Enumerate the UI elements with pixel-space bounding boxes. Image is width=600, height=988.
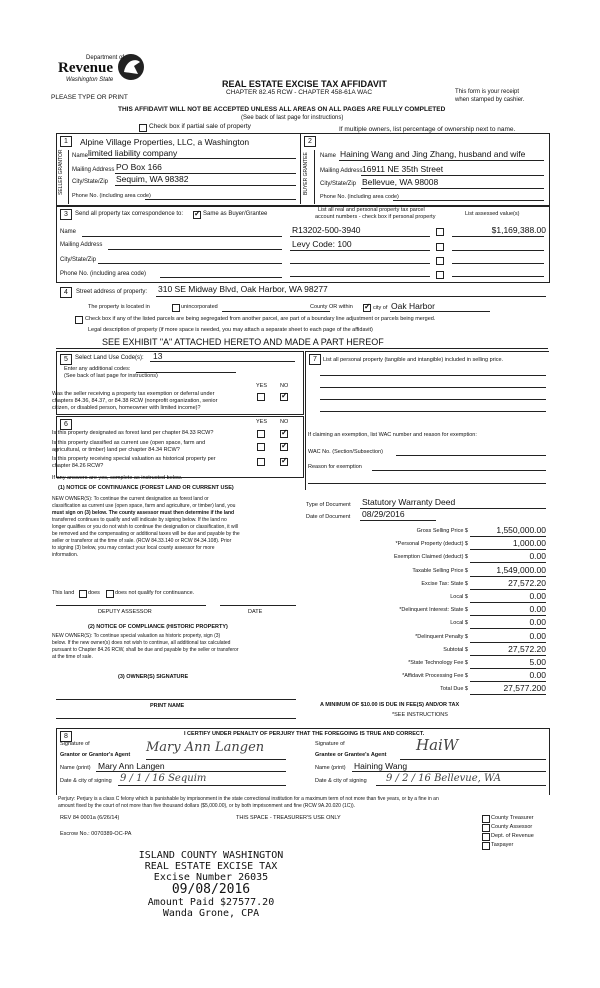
tax-row-line	[470, 628, 546, 629]
grantee-sig-of: Signature of	[315, 741, 345, 747]
minimum-note: A MINIMUM OF $10.00 IS DUE IN FEE(S) AND/OR TAX	[320, 702, 460, 708]
city-of-label: city of	[373, 305, 388, 311]
land-use-q1-line-2: chapters 84.36, 84.37, or 84.38 RCW (nonprofit organization, senior	[52, 398, 218, 404]
grantor-name-label: Name (print)	[60, 765, 91, 771]
receipt-note-1: This form is your receipt	[455, 89, 520, 95]
form-warning: THIS AFFIDAVIT WILL NOT BE ACCEPTED UNLESS ALL AREAS ON ALL PAGES ARE FULLY COMPLETED	[118, 106, 446, 113]
stamp-line-6: Wanda Grone, CPA	[162, 908, 260, 919]
document-type-label: Type of Document	[306, 502, 351, 508]
multiple-owners-note: If multiple owners, list percentage of ownership next to name.	[339, 126, 516, 133]
tax-row-value: 5.00	[529, 657, 546, 667]
land-use-q1-line-3: citizen, or disabled person, homeowner with limited income)?	[52, 405, 201, 411]
corr-phone-label: Phone No. (including area code)	[60, 271, 147, 277]
s6-notice-1-line-2: classification as current use (open space, farm and agriculture, or timber) land, you	[52, 503, 236, 509]
street-address: 310 SE Midway Blvd, Oak Harbor, WA 98277	[158, 284, 328, 294]
excise-stamp	[116, 850, 306, 919]
unincorporated-label: unincorporated	[181, 304, 218, 310]
seller-name-2: limited liability company	[88, 148, 178, 158]
parcel-number: R13202-500-3940	[292, 225, 361, 235]
copy-county-treasurer: County Treasurer	[491, 815, 534, 821]
s6-q1-yes-checkbox[interactable]	[257, 430, 265, 438]
receipt-note-2: when stamped by cashier.	[455, 97, 525, 103]
same-as-buyer-checkbox[interactable]	[193, 211, 201, 219]
see-instructions-note: *SEE INSTRUCTIONS	[392, 712, 448, 718]
land-use-yes-label: YES	[256, 383, 268, 389]
perjury-line-1: Perjury: Perjury is a class C felony which is punishable by imprisonment in the state correctional institution for a maximum term of not more than five years, or by a fine in an	[58, 796, 439, 802]
city-of-checkbox[interactable]	[363, 304, 371, 312]
county-or-within-label: County OR within	[310, 304, 353, 310]
legal-note: Legal description of property (if more space is needed, you may attach a separate sheet to each page of the affidavit)	[88, 327, 373, 333]
stamp-line-4: 09/08/2016	[171, 882, 251, 897]
document-date: 08/29/2016	[362, 509, 405, 519]
land-does-not-checkbox[interactable]	[106, 590, 114, 598]
section-4-number: 4	[60, 287, 72, 298]
s6-notice-3-title: (3) OWNER(S) SIGNATURE	[118, 674, 189, 680]
tax-row-value: 27,572.20	[508, 644, 546, 654]
s6-no-label: NO	[280, 419, 289, 425]
seller-mailing-label: Mailing Address	[72, 167, 115, 173]
form-instructions: (See back of last page for instructions)	[241, 115, 344, 121]
section-6-number: 6	[60, 419, 72, 430]
land-use-q1-no-checkbox[interactable]	[280, 393, 288, 401]
s6-q1-no-checkbox[interactable]	[280, 430, 288, 438]
segregated-note: Check box if any of the listed parcels are being segregated from another parcel, are part of a boundary line adjustment or parcels being merged.	[85, 316, 436, 322]
segregated-checkbox[interactable]	[75, 316, 83, 324]
corr-mailing-label: Mailing Address	[60, 242, 103, 248]
s6-notice-2-title: (2) NOTICE OF COMPLIANCE (HISTORIC PROPERTY)	[88, 624, 228, 630]
stamp-line-1: ISLAND COUNTY WASHINGTON	[138, 850, 284, 861]
buyer-city: Bellevue, WA 98008	[362, 177, 439, 187]
s6-notice-1-title: (1) NOTICE OF CONTINUANCE (FOREST LAND OR CURRENT USE)	[58, 485, 234, 491]
other-codes-note: (See back of last page for instructions)	[64, 373, 158, 379]
grantee-signature: HaiW	[416, 736, 459, 754]
s6-notice-1-line-4: transferred continues to qualify and will indicate by signing below. If the land no	[52, 517, 227, 523]
s6-q1: Is this property designated as forest land per chapter 84.33 RCW?	[52, 430, 214, 436]
perjury-line-2: amount fixed by the court of not more than five thousand dollars ($5,000.00), or by both imprisonment and fine (RCW 9A.20.020 (1C)).	[58, 803, 356, 809]
grantor-sig-of: Signature of	[60, 741, 90, 747]
tax-row-line	[470, 562, 546, 563]
s6-yes-label: YES	[256, 419, 268, 425]
section-2-number: 2	[304, 136, 316, 147]
s6-notice-2-line-1: NEW OWNER(S): To continue special valuation as historic property, sign (3)	[52, 633, 221, 639]
seller-mailing: PO Box 166	[116, 162, 162, 172]
copy-county-treasurer-checkbox[interactable]	[482, 815, 490, 823]
tax-row-value: 1,550,000.00	[496, 525, 546, 535]
s6-notice-2-line-4: at the time of sale.	[52, 654, 93, 660]
tax-row-line	[470, 681, 546, 682]
tax-row-value: 1,549,000.00	[496, 565, 546, 575]
tax-row-label: Excise Tax: State $	[421, 581, 468, 587]
tax-row-label: *State Technology Fee $	[408, 660, 468, 666]
grantor-signature: Mary Ann Langen	[146, 740, 265, 755]
tax-row-line	[470, 668, 546, 669]
stamp-line-2: REAL ESTATE EXCISE TAX	[144, 861, 278, 872]
tax-row-label: *Personal Property (deduct) $	[395, 541, 468, 547]
s6-notice-1-line-3: must sign on (3) below. The county assessor must then determine if the land	[52, 510, 235, 516]
tax-row-value: 0.00	[529, 631, 546, 641]
tax-row-value: 0.00	[529, 551, 546, 561]
buyer-phone-label: Phone No. (including area code)	[320, 194, 399, 200]
grantor-date-city: 9 / 1 / 16 Sequim	[120, 773, 207, 784]
seller-city-label: City/State/Zip	[72, 179, 109, 185]
tax-row-line	[470, 642, 546, 643]
tax-row-line	[470, 589, 546, 590]
parcel-1-personal-checkbox[interactable]	[436, 228, 444, 236]
tax-row-line	[470, 576, 546, 577]
grantee-date-city: 9 / 2 / 16 Bellevue, WA	[386, 773, 502, 784]
tax-row-value: 0.00	[529, 617, 546, 627]
form-subtitle: CHAPTER 82.45 RCW - CHAPTER 458-61A WAC	[226, 89, 373, 96]
seller-name-1: Alpine Village Properties, LLC, a Washington	[80, 137, 250, 147]
section-5-number: 5	[60, 354, 72, 365]
tax-row-line	[470, 694, 546, 695]
tax-row-label: *Delinquent Penalty $	[415, 634, 468, 640]
buyer-side-label: BUYER GRANTEE	[303, 152, 309, 195]
unincorporated-checkbox[interactable]	[172, 304, 180, 312]
s6-notice-1-line-1: NEW OWNER(S): To continue the current designation as forest land or	[52, 496, 209, 502]
print-name-label: PRINT NAME	[150, 703, 185, 709]
tax-row-label: Taxable Selling Price $	[412, 568, 468, 574]
s6-q3-yes-checkbox[interactable]	[257, 458, 265, 466]
land-use-label: Select Land Use Code(s):	[75, 355, 144, 361]
deputy-date-label: DATE	[248, 609, 263, 615]
document-type: Statutory Warranty Deed	[362, 497, 456, 507]
section-1-number: 1	[60, 136, 72, 147]
tax-row-label: Gross Selling Price $	[416, 528, 468, 534]
section-3-number: 3	[60, 209, 72, 220]
tax-row-line	[470, 536, 546, 537]
grantee-label: Grantee or Grantee's Agent	[315, 752, 387, 758]
tax-row-label: Total Due $	[440, 686, 468, 692]
wac-label: WAC No. (Section/Subsection)	[308, 449, 383, 455]
seller-side-label: SELLER GRANTOR	[58, 149, 64, 195]
parcel-header-1: List all real and personal property tax parcel	[318, 207, 425, 213]
tax-row-label: Local $	[450, 594, 468, 600]
escrow-number: Escrow No.: 0070389-OC-PA	[60, 831, 132, 837]
corr-name-label: Name	[60, 229, 77, 235]
parcel-3-personal-checkbox[interactable]	[436, 257, 444, 265]
tax-row-value: 0.00	[529, 604, 546, 614]
tax-row-value: 1,000.00	[512, 538, 546, 548]
tax-row-line	[470, 602, 546, 603]
grantor-date-label: Date & city of signing	[60, 778, 112, 784]
s6-q2-no-checkbox[interactable]	[280, 443, 288, 451]
grantor-label: Grantor or Grantor's Agent	[60, 752, 131, 758]
s6-q2-line-2: agricultural, or timber) land per chapter 84.34 RCW?	[52, 447, 180, 453]
dept-state: Washington State	[66, 77, 114, 83]
s6-notice-1-line-6: be removed and the compensating or additional taxes will be due and payable by the	[52, 531, 240, 537]
tax-row-line	[470, 549, 546, 550]
land-use-q1-yes-checkbox[interactable]	[257, 393, 265, 401]
treasurer-note: THIS SPACE - TREASURER'S USE ONLY	[236, 815, 341, 821]
section-7-number: 7	[309, 354, 321, 365]
tax-row-label: Subtotal $	[443, 647, 468, 653]
tax-row-line	[470, 655, 546, 656]
assessed-header: List assessed value(s)	[465, 211, 520, 217]
tax-row-label: *Delinquent Interest: State $	[399, 607, 468, 613]
section-8-number: 8	[60, 731, 72, 742]
dept-name: Revenue	[58, 60, 113, 76]
personal-property-label: List all personal property (tangible and intangible) included in selling price.	[323, 357, 504, 363]
exemption-claim-label: If claiming an exemption, list WAC number and reason for exemption:	[308, 432, 477, 438]
copy-taxpayer-checkbox[interactable]	[482, 842, 490, 850]
levy-code: Levy Code: 100	[292, 239, 352, 249]
print-note: PLEASE TYPE OR PRINT	[51, 94, 128, 101]
deputy-assessor-label: DEPUTY ASSESSOR	[98, 609, 152, 615]
tax-row-label: Local $	[450, 620, 468, 626]
s6-q3-line-2: chapter 84.26 RCW?	[52, 463, 104, 469]
tax-row-value: 27,572.20	[508, 578, 546, 588]
tax-row-value: 27,577.200	[503, 683, 546, 693]
s6-notice-2-line-2: below. If the new owner(s) does not wish to continue, all additional tax calculated	[52, 640, 231, 646]
grantee-name: Haining Wang	[354, 761, 408, 771]
parcel-4-personal-checkbox[interactable]	[436, 271, 444, 279]
corr-city-label: City/State/Zip	[60, 257, 97, 263]
stamp-line-3: Excise Number 26035	[153, 872, 269, 883]
property-city: Oak Harbor	[391, 301, 435, 311]
grantee-name-label: Name (print)	[315, 765, 346, 771]
buyer-mailing: 16911 NE 35th Street	[362, 164, 444, 174]
copy-dept-revenue: Dept. of Revenue	[491, 833, 534, 839]
copy-dept-revenue-checkbox[interactable]	[482, 833, 490, 841]
buyer-mailing-label: Mailing Address	[320, 168, 363, 174]
stamp-line-5: Amount Paid $27577.20	[147, 897, 275, 908]
land-use-q1-line-1: Was the seller receiving a property tax exemption or deferral under	[52, 391, 215, 397]
tax-row-line	[470, 615, 546, 616]
parcel-header-2: account numbers - check box if personal property	[315, 214, 436, 220]
seller-phone-label: Phone No. (including area code)	[72, 193, 151, 199]
tax-row-value: 0.00	[529, 591, 546, 601]
s6-if-yes: If any answers are yes, complete as instructed below.	[52, 475, 183, 481]
form-title: REAL ESTATE EXCISE TAX AFFIDAVIT	[222, 79, 387, 89]
s6-notice-1-line-7: seller or transferor at the time of sale. (RCW 84.33.140 or RCW 84.34.108). Prior	[52, 538, 232, 544]
buyer-name-label: Name	[320, 153, 337, 159]
document-date-label: Date of Document	[306, 514, 351, 520]
grantee-date-label: Date & city of signing	[315, 778, 367, 784]
s6-q3-line-1: Is this property receiving special valuation as historical property per	[52, 456, 216, 462]
land-does-label: This land	[52, 590, 75, 596]
copy-county-assessor: County Assessor	[491, 824, 533, 830]
s6-q3-no-checkbox[interactable]	[280, 458, 288, 466]
land-use-no-label: NO	[280, 383, 289, 389]
dept-of: Department of	[86, 55, 125, 61]
street-label: Street address of property:	[76, 289, 148, 295]
partial-sale-label: Check box if partial sale of property	[149, 123, 251, 130]
s6-notice-1-line-9: information.	[52, 552, 79, 558]
parcel-2-personal-checkbox[interactable]	[436, 243, 444, 251]
correspondence-label: Send all property tax correspondence to:	[75, 211, 184, 217]
buyer-name: Haining Wang and Jing Zhang, husband and wife	[340, 149, 526, 159]
exemption-reason-label: Reason for exemption	[308, 464, 362, 470]
partial-sale-checkbox[interactable]	[139, 124, 147, 132]
form-revision: REV 84 0001a (6/26/14)	[60, 815, 120, 821]
s6-q2-yes-checkbox[interactable]	[257, 443, 265, 451]
assessed-value: $1,169,388.00	[491, 225, 546, 235]
land-does-text: does	[88, 590, 100, 596]
s6-notice-2-line-3: pursuant to Chapter 84.26 RCW, shall be due and payable by the seller or transferor	[52, 647, 239, 653]
copy-taxpayer: Taxpayer	[491, 842, 514, 848]
land-does-checkbox[interactable]	[79, 590, 87, 598]
other-codes-label: Enter any additional codes:	[64, 366, 131, 372]
s6-notice-1-line-8: to signing (3) below, you may contact your local county assessor for more	[52, 545, 215, 551]
legal-description: SEE EXHIBIT "A" ATTACHED HERETO AND MADE A PART HEREOF	[102, 337, 384, 347]
located-label: The property is located in	[88, 304, 150, 310]
land-does-not-text: does not qualify for continuance.	[115, 590, 195, 596]
copy-county-assessor-checkbox[interactable]	[482, 824, 490, 832]
same-as-buyer-label: Same as Buyer/Grantee	[203, 211, 268, 217]
s6-q2-line-1: Is this property classified as current use (open space, farm and	[52, 440, 206, 446]
grantor-name: Mary Ann Langen	[98, 761, 165, 771]
s6-notice-1-line-5: longer qualifies or you do not wish to continue the designation or classification, it will	[52, 524, 238, 530]
seller-city: Sequim, WA 98382	[116, 174, 189, 184]
tax-row-label: *Affidavit Processing Fee $	[402, 673, 468, 679]
tax-row-value: 0.00	[529, 670, 546, 680]
seller-name-label: Name	[72, 153, 89, 159]
land-use-code: 13	[153, 351, 163, 361]
certify-statement: I CERTIFY UNDER PENALTY OF PERJURY THAT THE FOREGOING IS TRUE AND CORRECT.	[184, 731, 425, 737]
tax-row-label: Exemption Claimed (deduct) $	[394, 554, 468, 560]
buyer-city-label: City/State/Zip	[320, 181, 357, 187]
